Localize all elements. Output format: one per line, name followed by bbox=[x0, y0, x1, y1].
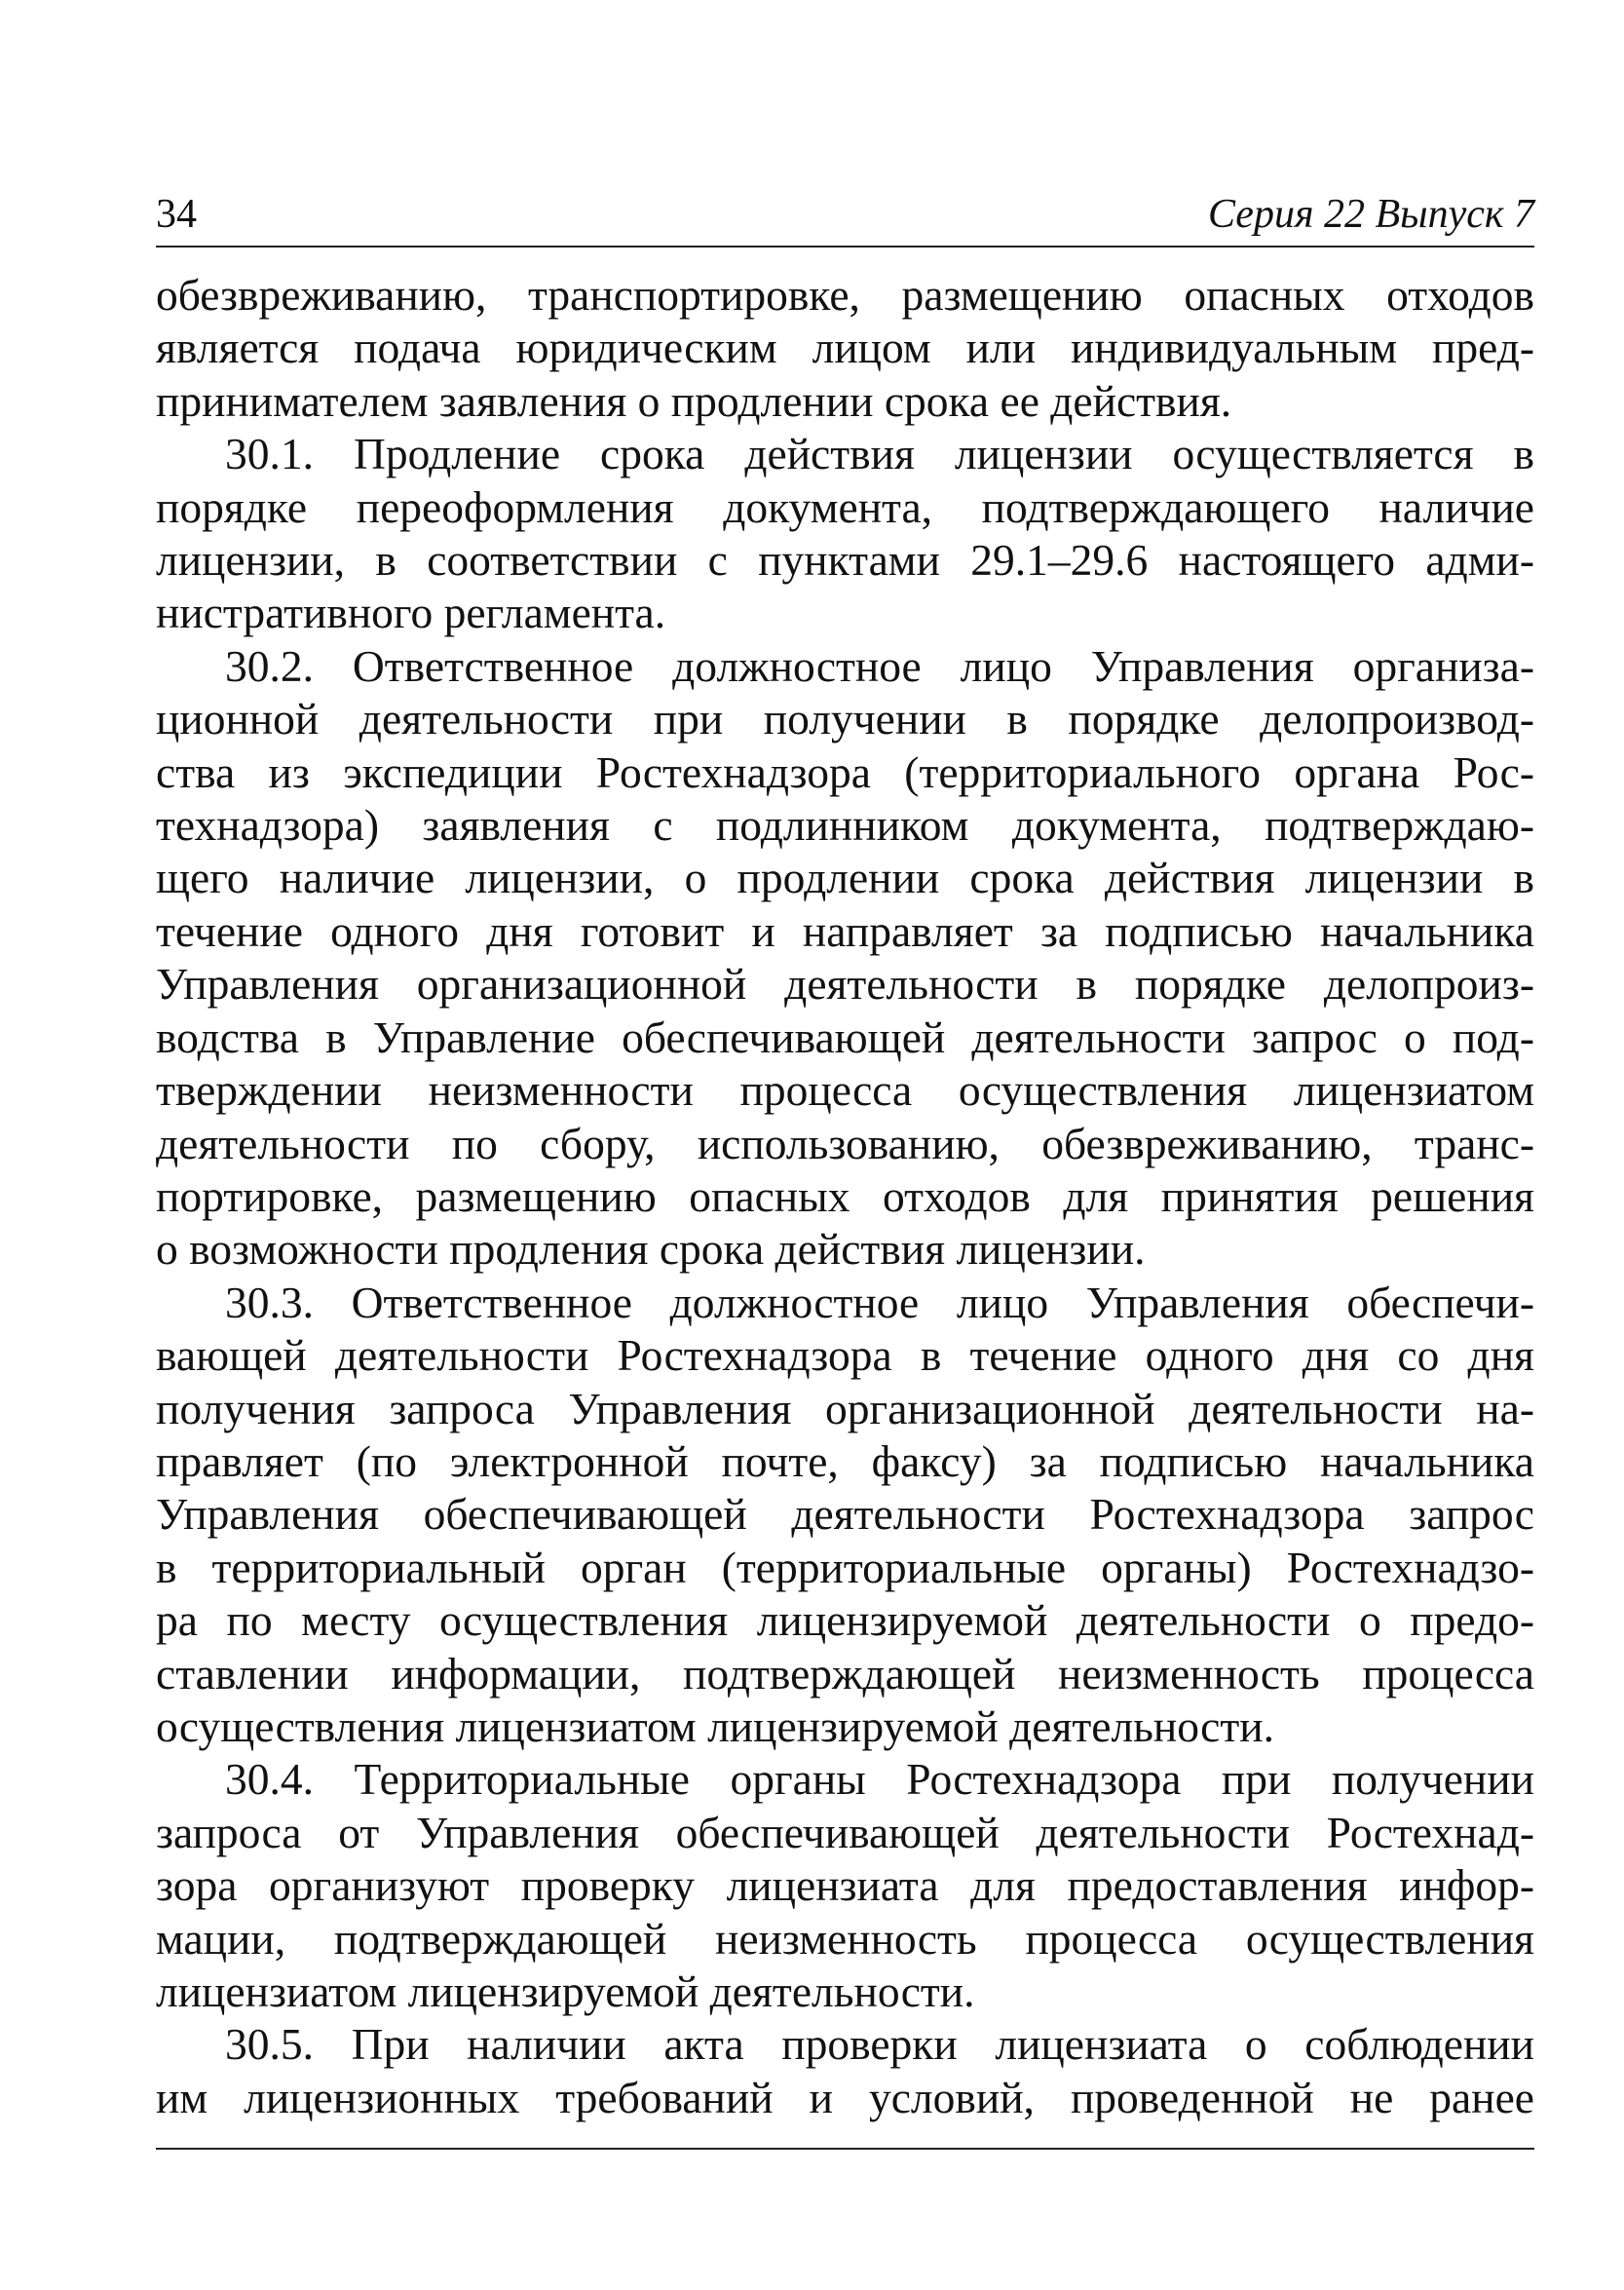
text-line: 30.1. Продление срока действия лицензии осуществляется в bbox=[225, 429, 1534, 479]
text-line: тверждении неизменности процесса осуществления лицензиатом bbox=[156, 1065, 1534, 1116]
paragraph-30-2 bbox=[156, 640, 1534, 1277]
text-line: мации, подтверждающей неизменность процесса осуществления bbox=[156, 1913, 1534, 1964]
text-line: о возможности продления срока действия лицензии. bbox=[156, 1224, 1146, 1275]
text-line: правляет (по электронной почте, факсу) за подписью начальника bbox=[156, 1435, 1534, 1486]
text-line: получения запроса Управления организационной деятельности на- bbox=[156, 1383, 1534, 1433]
text-line: является подача юридическим лицом или индивидуальным пред- bbox=[156, 323, 1534, 373]
text-line: в территориальный орган (территориальные органы) Ростехнадзо- bbox=[156, 1542, 1534, 1592]
running-header bbox=[156, 191, 1534, 246]
paragraph-30-1 bbox=[156, 428, 1534, 640]
footer-rule bbox=[156, 2148, 1534, 2150]
paragraph bbox=[156, 269, 1534, 428]
text-line: водства в Управление обеспечивающей деятельности запрос о под- bbox=[156, 1011, 1534, 1062]
page-number: 34 bbox=[156, 192, 197, 237]
text-line: ционной деятельности при получении в порядке делопроизвод- bbox=[156, 694, 1534, 744]
text-line: 30.5. При наличии акта проверки лицензиата о соблюдении bbox=[225, 2019, 1534, 2070]
paragraph-30-5 bbox=[156, 2018, 1534, 2124]
text-line: течение одного дня готовит и направляет за подписью начальника bbox=[156, 905, 1534, 956]
text-line: 30.2. Ответственное должностное лицо Управления организа- bbox=[225, 640, 1534, 691]
text-line: Управления обеспечивающей деятельности Ростехнадзора запрос bbox=[156, 1489, 1534, 1540]
paragraph-30-4 bbox=[156, 1753, 1534, 2018]
text-line: деятельности по сбору, использованию, обезвреживанию, транс- bbox=[156, 1118, 1534, 1168]
text-line: 30.4. Территориальные органы Ростехнадзора при получении bbox=[225, 1754, 1534, 1805]
text-line: запроса от Управления обеспечивающей деятельности Ростехнад- bbox=[156, 1807, 1534, 1857]
text-line: ставлении информации, подтверждающей неизменность процесса bbox=[156, 1648, 1534, 1698]
text-line: ра по месту осуществления лицензируемой деятельности о предо- bbox=[156, 1595, 1534, 1646]
series-title: Серия 22 Выпуск 7 bbox=[1208, 192, 1534, 237]
text-line: 30.3. Ответственное должностное лицо Управления обеспечи- bbox=[225, 1277, 1534, 1327]
text-line: Управления организационной деятельности в порядке делопроиз- bbox=[156, 959, 1534, 1010]
text-line: нистративного регламента. bbox=[156, 588, 666, 638]
text-line: щего наличие лицензии, о продлении срока действия лицензии в bbox=[156, 853, 1534, 903]
text-line: вающей деятельности Ростехнадзора в течение одного дня со дня bbox=[156, 1330, 1534, 1381]
header-rule bbox=[156, 246, 1534, 248]
text-line: ства из экспедиции Ростехнадзора (территориального органа Рос- bbox=[156, 746, 1534, 797]
text-line: принимателем заявления о продлении срока ее действия. bbox=[156, 375, 1232, 426]
text-line: лицензии, в соответствии с пунктами 29.1–29.6 настоящего адми- bbox=[156, 535, 1534, 586]
text-line: обезвреживанию, транспортировке, размещению опасных отходов bbox=[156, 270, 1534, 320]
body-text bbox=[156, 269, 1534, 2124]
text-line: им лицензионных требований и условий, проведенной не ранее bbox=[156, 2072, 1534, 2122]
text-line: осуществления лицензиатом лицензируемой деятельности. bbox=[156, 1700, 1274, 1751]
paragraph-30-3 bbox=[156, 1277, 1534, 1754]
text-line: зора организуют проверку лицензиата для предоставления инфор- bbox=[156, 1860, 1534, 1911]
text-line: портировке, размещению опасных отходов для принятия решения bbox=[156, 1170, 1534, 1221]
text-line: лицензиатом лицензируемой деятельности. bbox=[156, 1966, 975, 2016]
text-line: технадзора) заявления с подлинником документа, подтверждаю- bbox=[156, 800, 1534, 851]
text-line: порядке переоформления документа, подтверждающего наличие bbox=[156, 481, 1534, 532]
document-page bbox=[156, 191, 1534, 2150]
